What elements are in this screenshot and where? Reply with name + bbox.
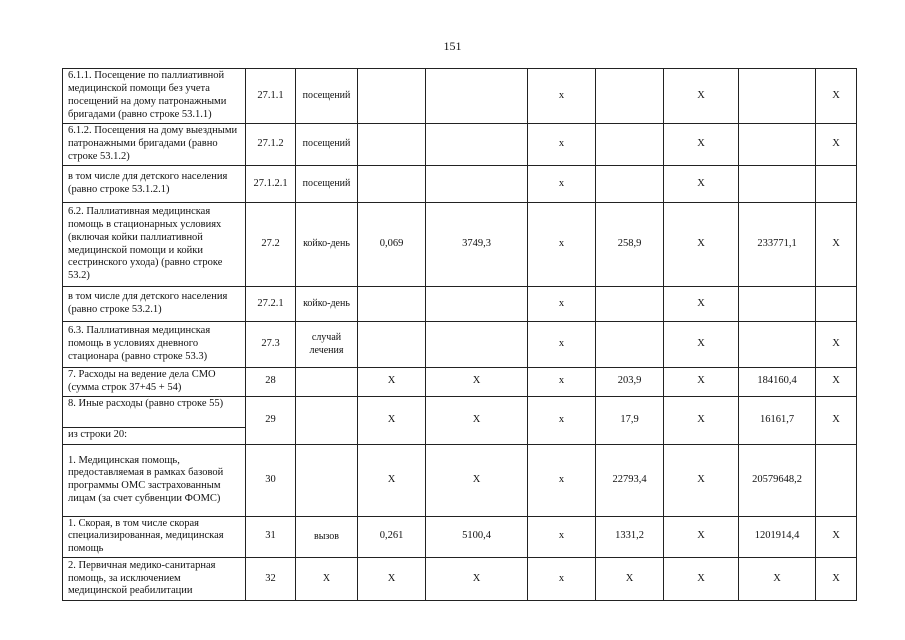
cell-c5 (426, 69, 528, 124)
row-description-split (63, 396, 246, 444)
table-row (63, 444, 857, 516)
cell-c6: х (528, 368, 596, 397)
row-description: 8. Иные расходы (равно строке 55) (63, 397, 245, 428)
cell-c6: х (528, 516, 596, 557)
row-description: 6.2. Паллиативная медицинская помощь в стационарных условиях (включая койки паллиативной медицинской помощи и койки сестринского ухода) (равно строке 53.2) (63, 203, 246, 287)
page-number: 151 (443, 39, 462, 53)
cell-c6: х (528, 166, 596, 203)
cell-c4: Х (358, 444, 426, 516)
cell-c8: Х (664, 203, 739, 287)
row-description: 6.1.2. Посещения на дому выездными патронажными бригадами (равно строке 53.1.2) (63, 124, 246, 166)
row-code: 27.3 (246, 322, 296, 368)
cell-c4 (358, 69, 426, 124)
cell-c9 (739, 287, 816, 322)
row-description: 6.3. Паллиативная медицинская помощь в условиях дневного стационара (равно строке 53.3) (63, 322, 246, 368)
row-description: в том числе для детского населения (равно строке 53.2.1) (63, 287, 246, 322)
cell-c7: 203,9 (596, 368, 664, 397)
cell-c7: 1331,2 (596, 516, 664, 557)
table-row (63, 396, 857, 444)
cell-c6: х (528, 557, 596, 600)
row-unit: Х (296, 557, 358, 600)
row-unit (296, 368, 358, 397)
row-code: 27.2 (246, 203, 296, 287)
cell-c7: 258,9 (596, 203, 664, 287)
cell-c4: 0,069 (358, 203, 426, 287)
cell-c10: Х (816, 322, 857, 368)
row-unit: вызов (296, 516, 358, 557)
cell-c8: Х (664, 396, 739, 444)
cell-c5: 3749,3 (426, 203, 528, 287)
row-code: 32 (246, 557, 296, 600)
row-unit: койко-день (296, 287, 358, 322)
cell-c4: Х (358, 368, 426, 397)
row-code: 27.1.2.1 (246, 166, 296, 203)
cell-c7: Х (596, 557, 664, 600)
table-row (63, 69, 857, 124)
cell-c6: х (528, 203, 596, 287)
cell-c8: Х (664, 166, 739, 203)
cell-c7 (596, 124, 664, 166)
cell-c6: х (528, 396, 596, 444)
cell-c9: 16161,7 (739, 396, 816, 444)
row-description: 1. Медицинская помощь, предоставляемая в рамках базовой программы ОМС застрахованным лицам (за счет субвенции ФОМС) (63, 444, 246, 516)
cell-c4: Х (358, 396, 426, 444)
row-code: 28 (246, 368, 296, 397)
cell-c7: 17,9 (596, 396, 664, 444)
row-unit: койко-день (296, 203, 358, 287)
row-code: 31 (246, 516, 296, 557)
row-unit (296, 444, 358, 516)
cell-c7 (596, 287, 664, 322)
table-row (63, 557, 857, 600)
cell-c9: Х (739, 557, 816, 600)
cell-c10: Х (816, 124, 857, 166)
row-description: 7. Расходы на ведение дела СМО (сумма строк 37+45 + 54) (63, 368, 246, 397)
cell-c10 (816, 166, 857, 203)
cell-c5: Х (426, 557, 528, 600)
cell-c9 (739, 124, 816, 166)
cell-c7 (596, 166, 664, 203)
cell-c8: Х (664, 368, 739, 397)
data-table (62, 68, 857, 601)
row-code: 27.1.1 (246, 69, 296, 124)
cell-c5 (426, 287, 528, 322)
table-row (63, 368, 857, 397)
row-code: 27.2.1 (246, 287, 296, 322)
cell-c5 (426, 124, 528, 166)
cell-c6: х (528, 69, 596, 124)
cell-c9: 1201914,4 (739, 516, 816, 557)
cell-c6: х (528, 124, 596, 166)
cell-c7 (596, 69, 664, 124)
cell-c10: Х (816, 516, 857, 557)
cell-c5: Х (426, 368, 528, 397)
row-code: 30 (246, 444, 296, 516)
cell-c4 (358, 166, 426, 203)
cell-c8: Х (664, 516, 739, 557)
table-row (63, 516, 857, 557)
row-description: 6.1.1. Посещение по паллиативной медицинской помощи без учета посещений на дому патронажными бригадами (равно строке 53.1.1) (63, 69, 246, 124)
cell-c10 (816, 444, 857, 516)
cell-c10: Х (816, 69, 857, 124)
cell-c8: Х (664, 557, 739, 600)
row-unit: посещений (296, 69, 358, 124)
row-unit (296, 396, 358, 444)
cell-c8: Х (664, 322, 739, 368)
row-description: 2. Первичная медико-санитарная помощь, за исключением медицинской реабилитации (63, 557, 246, 600)
cell-c10: Х (816, 203, 857, 287)
cell-c4: 0,261 (358, 516, 426, 557)
cell-c10: Х (816, 557, 857, 600)
row-code: 29 (246, 396, 296, 444)
cell-c4 (358, 124, 426, 166)
cell-c5: 5100,4 (426, 516, 528, 557)
cell-c9 (739, 69, 816, 124)
cell-c4 (358, 322, 426, 368)
cell-c6: х (528, 322, 596, 368)
row-description: 1. Скорая, в том числе скорая специализированная, медицинская помощь (63, 516, 246, 557)
cell-c8: Х (664, 287, 739, 322)
cell-c4: Х (358, 557, 426, 600)
cell-c5: Х (426, 396, 528, 444)
cell-c9 (739, 166, 816, 203)
cell-c9: 233771,1 (739, 203, 816, 287)
row-subheading: из строки 20: (68, 428, 128, 440)
cell-c9: 20579648,2 (739, 444, 816, 516)
cell-c10 (816, 287, 857, 322)
table-row (63, 124, 857, 166)
row-unit: случай лечения (296, 322, 358, 368)
cell-c10: Х (816, 368, 857, 397)
cell-c5 (426, 322, 528, 368)
cell-c8: Х (664, 124, 739, 166)
table-row (63, 322, 857, 368)
cell-c6: х (528, 287, 596, 322)
cell-c8: Х (664, 444, 739, 516)
cell-c5: Х (426, 444, 528, 516)
row-unit: посещений (296, 124, 358, 166)
cell-c9: 184160,4 (739, 368, 816, 397)
row-code: 27.1.2 (246, 124, 296, 166)
row-description: в том числе для детского населения (равно строке 53.1.2.1) (63, 166, 246, 203)
row-unit: посещений (296, 166, 358, 203)
cell-c10: Х (816, 396, 857, 444)
cell-c7 (596, 322, 664, 368)
table-row (63, 287, 857, 322)
cell-c4 (358, 287, 426, 322)
cell-c5 (426, 166, 528, 203)
cell-c8: Х (664, 69, 739, 124)
cell-c9 (739, 322, 816, 368)
table-row (63, 203, 857, 287)
cell-c7: 22793,4 (596, 444, 664, 516)
table-row (63, 166, 857, 203)
cell-c6: х (528, 444, 596, 516)
